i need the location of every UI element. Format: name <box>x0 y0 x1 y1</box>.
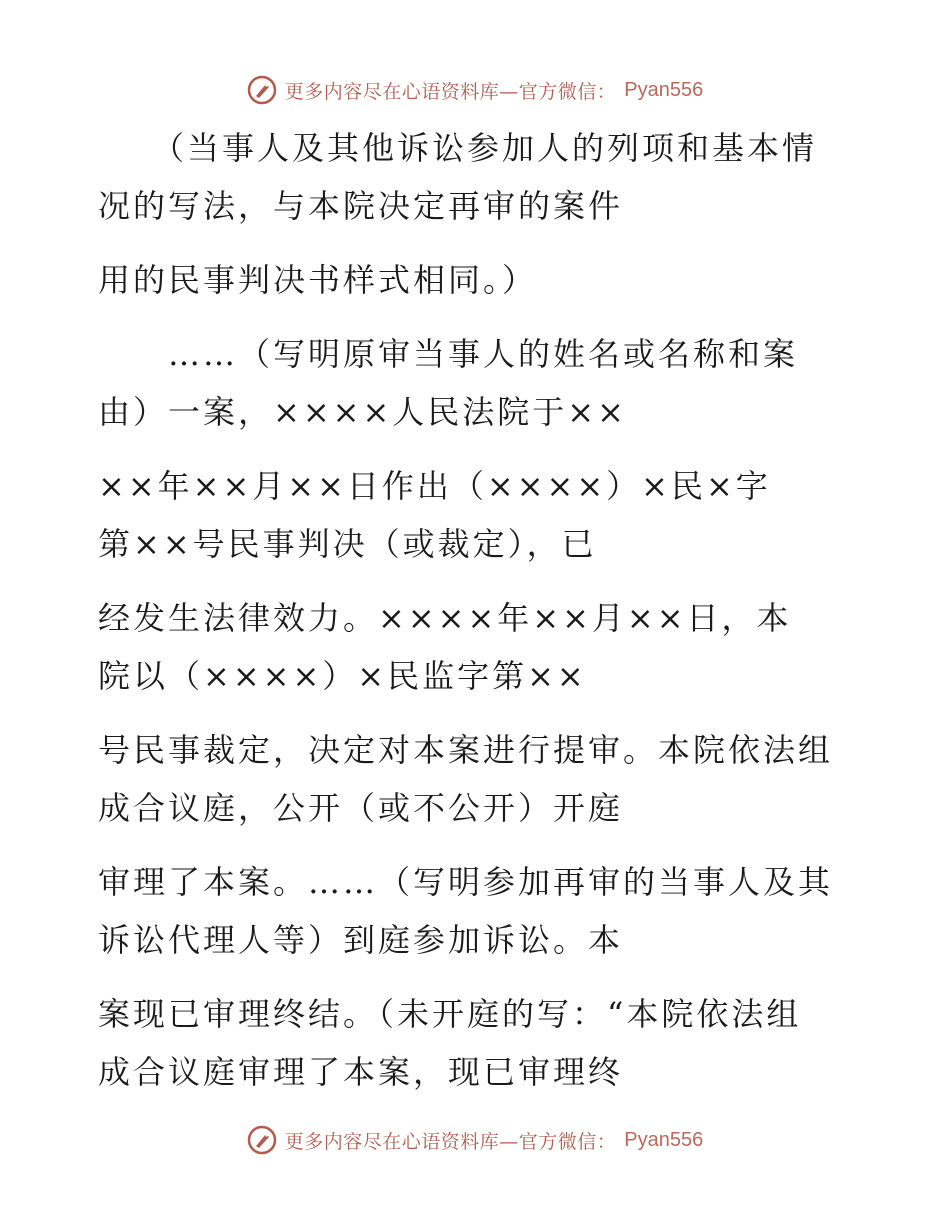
doc-line: （当事人及其他诉讼参加人的列项和基本情 <box>98 129 818 167</box>
watermark-text: 更多内容尽在心语资料库—官方微信： <box>284 1130 617 1153</box>
doc-line: 审理了本案。……（写明参加再审的当事人及其 <box>98 863 834 901</box>
doc-line: 号民事裁定，决定对本案进行提审。本院依法组 <box>98 731 834 769</box>
doc-line: 案现已审理终结。（未开庭的写：“本院依法组 <box>98 995 802 1033</box>
watermark-footer <box>0 1120 950 1160</box>
pen-nib-logo-icon <box>247 75 277 105</box>
doc-line: 成合议庭，公开（或不公开）开庭 <box>98 789 624 827</box>
watermark-header <box>0 70 950 110</box>
doc-line: 诉讼代理人等）到庭参加诉讼。本 <box>98 921 624 959</box>
watermark-text: 更多内容尽在心语资料库—官方微信： <box>284 80 617 103</box>
doc-line: 用的民事判决书样式相同。） <box>98 261 538 299</box>
doc-line: ××年××月××日作出（××××）×民×字 <box>98 467 771 505</box>
doc-line: 况的写法，与本院决定再审的案件 <box>98 187 624 225</box>
watermark-wechat-id: Pyan556 <box>624 1128 704 1151</box>
doc-line: ……（写明原审当事人的姓名或名称和案 <box>98 335 799 373</box>
watermark-wechat-id: Pyan556 <box>624 78 704 101</box>
doc-line: 成合议庭审理了本案，现已审理终 <box>98 1053 624 1091</box>
doc-line: 由）一案，××××人民法院于×× <box>98 393 627 431</box>
pen-nib-logo-icon <box>247 1125 277 1155</box>
doc-line: 第××号民事判决（或裁定），已 <box>98 525 597 563</box>
doc-line: 院以（××××）×民监字第×× <box>98 657 587 695</box>
doc-line: 经发生法律效力。××××年××月××日，本 <box>98 599 792 637</box>
